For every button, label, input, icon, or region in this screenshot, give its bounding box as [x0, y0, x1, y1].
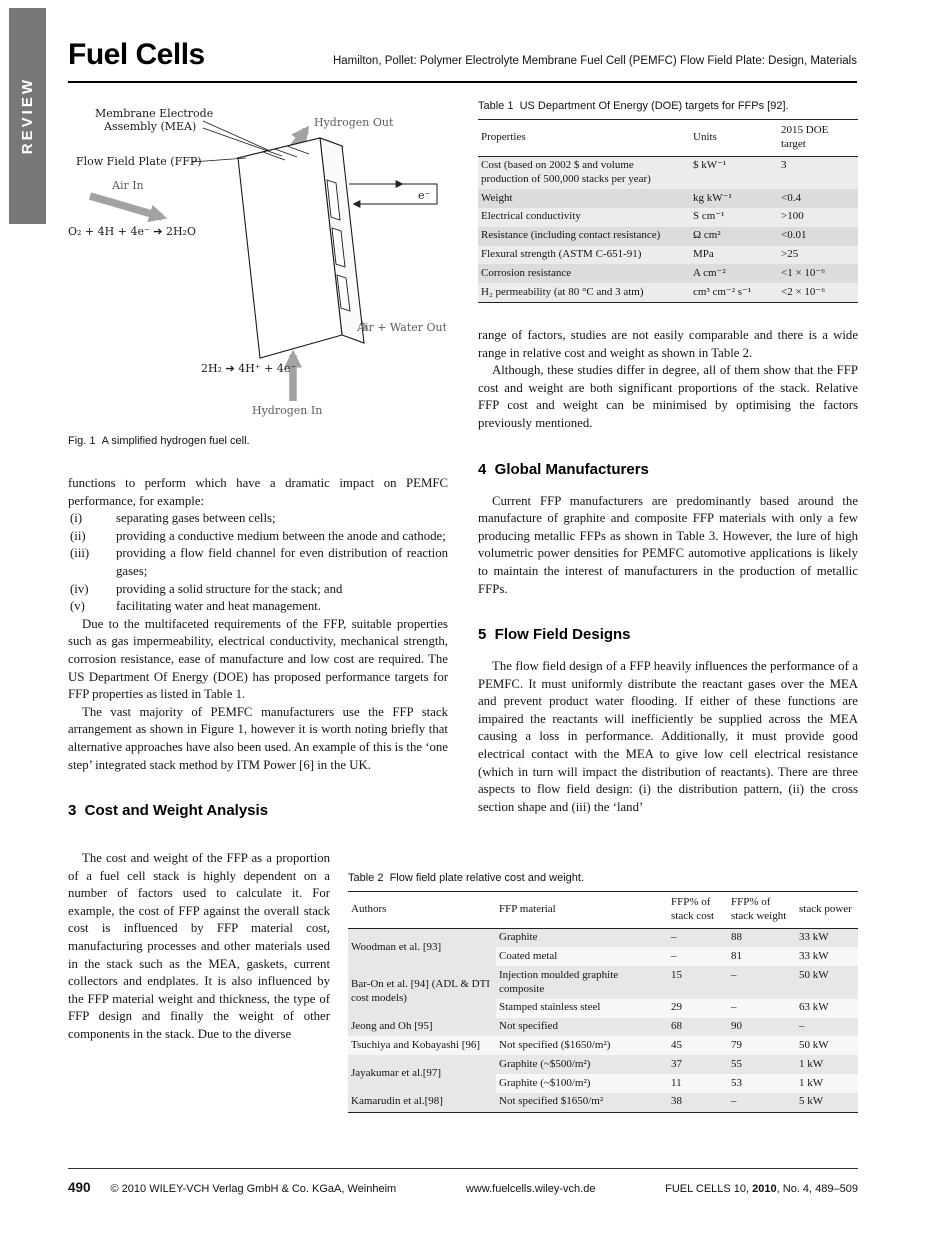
table-1-caption: Table 1 US Department Of Energy (DOE) targets for FFPs [92].: [478, 100, 789, 112]
para-doe-targets: Due to the multifaceted requirements of the FFP, suitable properties such as gas impermeability, electrical conductivity, mechanical strength, corrosion resistance, ease of manufacture and low cost are required. The US Department Of Energy (DOE) has proposed performance targets for FFP properties as listed in Table 1.: [68, 616, 448, 702]
para-ffp-functions: functions to perform which have a dramatic impact on PEMFC performance, for example:: [68, 476, 448, 508]
table-row: [348, 966, 858, 999]
table-cell: 29: [671, 1001, 682, 1014]
table-cell: –: [731, 968, 737, 981]
table-row: [478, 227, 858, 246]
para-range-of-factors: range of factors, studies are not easily comparable and there is a wide range in relative cost and weight as shown in Table 2.: [478, 327, 858, 360]
table-cell: A cm⁻²: [693, 266, 726, 279]
table-row: [348, 1018, 858, 1037]
cathode-reaction-label: O₂ + 4H + 4e⁻ ➔ 2H₂O: [68, 225, 196, 238]
list-marker: (v): [70, 599, 85, 614]
table-cell: Tsuchiya and Kobayashi [96]: [351, 1038, 481, 1051]
table-cell: 79: [731, 1038, 742, 1051]
table-1-header-row: [478, 120, 858, 157]
table-cell: S cm⁻¹: [693, 210, 725, 223]
table-row: [478, 189, 858, 208]
running-head: Hamilton, Pollet: Polymer Electrolyte Membrane Fuel Cell (PEMFC) Flow Field Plate: Design, Materials: [332, 55, 857, 67]
citation: [665, 1183, 858, 1195]
column-header: Properties: [478, 120, 690, 157]
table-cell: 5 kW: [799, 1095, 824, 1108]
air-water-out-label: Air + Water Out: [357, 321, 446, 334]
table-cell: Woodman et al. [93]: [351, 940, 442, 953]
table-cell: Not specified: [499, 1020, 558, 1033]
citation-suffix: , No. 4, 489–509: [776, 1183, 858, 1195]
table-cell: Electrical conductivity: [481, 210, 581, 223]
table-cell: $ kW⁻¹: [693, 159, 727, 172]
copyright-notice: © 2010 WILEY-VCH Verlag GmbH & Co. KGaA, Weinheim: [110, 1183, 397, 1195]
journal-logo: Fuel Cells: [68, 38, 205, 71]
table-cell: –: [671, 949, 677, 962]
bottom-band: [68, 850, 858, 1113]
table-2: [348, 891, 858, 1113]
list-text: providing a flow field channel for even distribution of reaction gases;: [116, 546, 448, 578]
table-cell: Not specified ($1650/m²): [499, 1038, 611, 1051]
para-flow-field-designs: The flow field design of a FFP heavily influences the performance of a PEMFC. It must uniformly distribute the reactant gases over the MEA and prevent product water flooding. If either of these functions are impaired the reactants will inefficiently be supplied across the MEA causing a loss in performance. Additionally, it must provide good electrical contact with the MEA to give low cell electrical resistance (which in turn will impact the distribution of reactants). There are three aspects to flow field design: (i) the distribution pattern, (ii) the cross section shape and (iii) the ‘land’: [478, 659, 858, 814]
table-cell: 15: [671, 968, 682, 981]
table-cell: Graphite: [499, 931, 538, 944]
table-1: [478, 119, 858, 303]
table-cell: 53: [731, 1076, 742, 1089]
table-cell: H₂ permeability (at 80 °C and 3 atm): [481, 285, 644, 298]
table-cell: Not specified $1650/m²: [499, 1095, 604, 1108]
column-header: FFP material: [496, 892, 668, 929]
air-in-label: Air In: [112, 179, 144, 192]
list-text: providing a solid structure for the stack; and: [116, 581, 343, 596]
table-cell: –: [671, 931, 677, 944]
left-column: [68, 100, 448, 834]
table-cell: Bar-On et al. [94] (ADL & DTI cost models): [351, 978, 490, 1004]
table-cell: 3: [781, 159, 787, 172]
table-cell: 33 kW: [799, 931, 829, 944]
table-row: [478, 264, 858, 283]
table-cell: 90: [731, 1020, 742, 1033]
list-item: [68, 545, 448, 580]
citation-year: 2010: [752, 1183, 777, 1195]
table-cell: 38: [671, 1095, 682, 1108]
table-cell: Cost (based on 2002 $ and volume production of 500,000 stacks per year): [481, 159, 651, 185]
column-header: Units: [690, 120, 778, 157]
table-cell: Ω cm²: [693, 229, 721, 242]
section-heading-3: 3 Cost and Weight Analysis: [68, 802, 269, 820]
column-header: Authors: [348, 892, 496, 929]
table-cell: >25: [781, 248, 799, 261]
table-cell: 55: [731, 1057, 742, 1070]
hydrogen-out-label: Hydrogen Out: [314, 116, 394, 129]
list-item: [68, 510, 448, 528]
table-cell: >100: [781, 210, 804, 223]
para-stack-arrangement: The vast majority of PEMFC manufacturers use the FFP stack arrangement as shown in Figure 1, however it is worth noting briefly that alternative approaches have also been used. An example of this is the ‘one step’ integrated stack method by ITM Power [6] in the UK.: [68, 704, 448, 772]
column-header: 2015 DOE target: [778, 120, 858, 157]
table-cell: Flexural strength (ASTM C-651-91): [481, 248, 642, 261]
list-item: [68, 581, 448, 599]
table-cell: –: [731, 1001, 737, 1014]
page-content: [68, 100, 858, 1113]
table-cell: Jeong and Oh [95]: [351, 1020, 433, 1033]
table-row: [478, 208, 858, 227]
list-marker: (i): [70, 511, 83, 526]
review-tab-label: REVIEW: [19, 77, 36, 155]
para-global-manufacturers: Current FFP manufacturers are predominantly based around the manufacture of graphite and composite FFP materials with only a few producing metallic FFPs as shown in Table 3. However, the lure of high volumetric power densities for PEMFC automotive applications is likely to maintain the interest of manufacturers in the production of metallic FFPs.: [478, 493, 858, 596]
table-2-header-row: [348, 892, 858, 929]
ffp-functions-list: [68, 510, 448, 616]
table-cell: <0.01: [781, 229, 807, 242]
table-cell: Coated metal: [499, 949, 558, 962]
table-cell: Jayakumar et al.[97]: [351, 1067, 442, 1080]
table-cell: 88: [731, 931, 742, 944]
table-cell: 1 kW: [799, 1057, 824, 1070]
ffp-label: Flow Field Plate (FFP): [76, 155, 202, 168]
table-cell: 50 kW: [799, 968, 829, 981]
mea-label-line1: Membrane Electrode: [95, 107, 214, 120]
table-cell: <2 × 10⁻⁶: [781, 285, 826, 298]
figure-1-caption: Fig. 1 A simplified hydrogen fuel cell.: [68, 435, 250, 447]
table-2-caption: Table 2 Flow field plate relative cost and weight.: [348, 872, 585, 885]
mea-pointer-line-2: [203, 128, 282, 156]
column-header: FFP% of stack weight: [728, 892, 796, 929]
table-cell: 1 kW: [799, 1076, 824, 1089]
electron-label: e⁻: [418, 189, 431, 202]
mea-label-line2: Assembly (MEA): [104, 120, 197, 133]
air-in-arrow: [90, 196, 162, 217]
narrow-left-column: [68, 850, 330, 1113]
table-cell: Corrosion resistance: [481, 266, 572, 279]
table-cell: Injection moulded graphite composite: [499, 968, 619, 995]
para-cost-weight-analysis: The cost and weight of the FFP as a proportion of a fuel cell stack is highly dependent on a number of factors used to calculate it. For example, the cost of FFP against the overall stack cost is influenced by FFP material cost, manufacturing processes and other materials used in the stack such as the MEA, gaskets, current collectors and endplates. It is also influenced by the FFP material weight and thickness, the type of FFP design and finally the weight of other components in the stack. Due to the diverse: [68, 851, 330, 1042]
right-column: [478, 100, 858, 834]
table-cell: 81: [731, 949, 742, 962]
table-cell: MPa: [693, 248, 714, 261]
table-cell: <0.4: [781, 191, 801, 204]
table-cell: Stamped stainless steel: [499, 1001, 601, 1014]
table-row: [478, 246, 858, 265]
table-row: [478, 283, 858, 302]
list-marker: (ii): [70, 528, 86, 543]
table-row: [348, 928, 858, 947]
table-cell: cm³ cm⁻² s⁻¹: [693, 285, 752, 298]
para-studies-differ: Although, these studies differ in degree, all of them show that the FFP cost and weight are both significant proportions of the stack. Relative FFP cost and weight can be minimised by optimising the factors previously mentioned.: [478, 363, 858, 430]
table-cell: –: [731, 1095, 737, 1108]
list-item: [68, 598, 448, 616]
hydrogen-in-label: Hydrogen In: [252, 404, 323, 417]
table-cell: 33 kW: [799, 949, 829, 962]
review-tab: [9, 8, 46, 224]
table-cell: 37: [671, 1057, 682, 1070]
list-item: [68, 528, 448, 546]
table-row: [478, 156, 858, 189]
figure-1: [68, 100, 448, 447]
table-cell: 11: [671, 1076, 682, 1089]
table-row: [348, 1093, 858, 1112]
table-row: [348, 1036, 858, 1055]
list-marker: (iv): [70, 581, 89, 596]
table-cell: 50 kW: [799, 1038, 829, 1051]
table-cell: 68: [671, 1020, 682, 1033]
table-cell: –: [799, 1020, 805, 1033]
list-text: separating gases between cells;: [116, 511, 276, 526]
table-cell: 63 kW: [799, 1001, 829, 1014]
list-text: providing a conductive medium between the anode and cathode;: [116, 528, 446, 543]
section-heading-5: 5 Flow Field Designs: [478, 626, 631, 644]
table-cell: Graphite (~$100/m²): [499, 1076, 591, 1089]
section-heading-4: 4 Global Manufacturers: [478, 460, 649, 478]
table-cell: Weight: [481, 191, 513, 204]
table-cell: Graphite (~$500/m²): [499, 1057, 591, 1070]
list-text: facilitating water and heat management.: [116, 599, 322, 614]
journal-url-link[interactable]: www.fuelcells.wiley-vch.de: [465, 1183, 596, 1195]
column-header: FFP% of stack cost: [668, 892, 728, 929]
page-footer: [68, 1168, 858, 1195]
table-cell: 45: [671, 1038, 682, 1051]
table-2-area: [348, 850, 858, 1113]
column-header: stack power: [796, 892, 858, 929]
fuel-cell-diagram: [68, 100, 446, 425]
list-marker: (iii): [70, 546, 90, 561]
table-row: [348, 1055, 858, 1074]
mea-pointer-line: [203, 121, 268, 150]
table-cell: Resistance (including contact resistance): [481, 229, 661, 242]
anode-reaction-label: 2H₂ ➔ 4H⁺ + 4e⁻: [201, 362, 297, 375]
table-cell: kg kW⁻¹: [693, 191, 732, 204]
page-number: 490: [68, 1180, 91, 1195]
table-cell: Kamarudin et al.[98]: [351, 1095, 443, 1108]
citation-prefix: FUEL CELLS 10,: [665, 1183, 753, 1195]
table-cell: <1 × 10⁻⁶: [781, 266, 826, 279]
page-header: [68, 38, 857, 83]
